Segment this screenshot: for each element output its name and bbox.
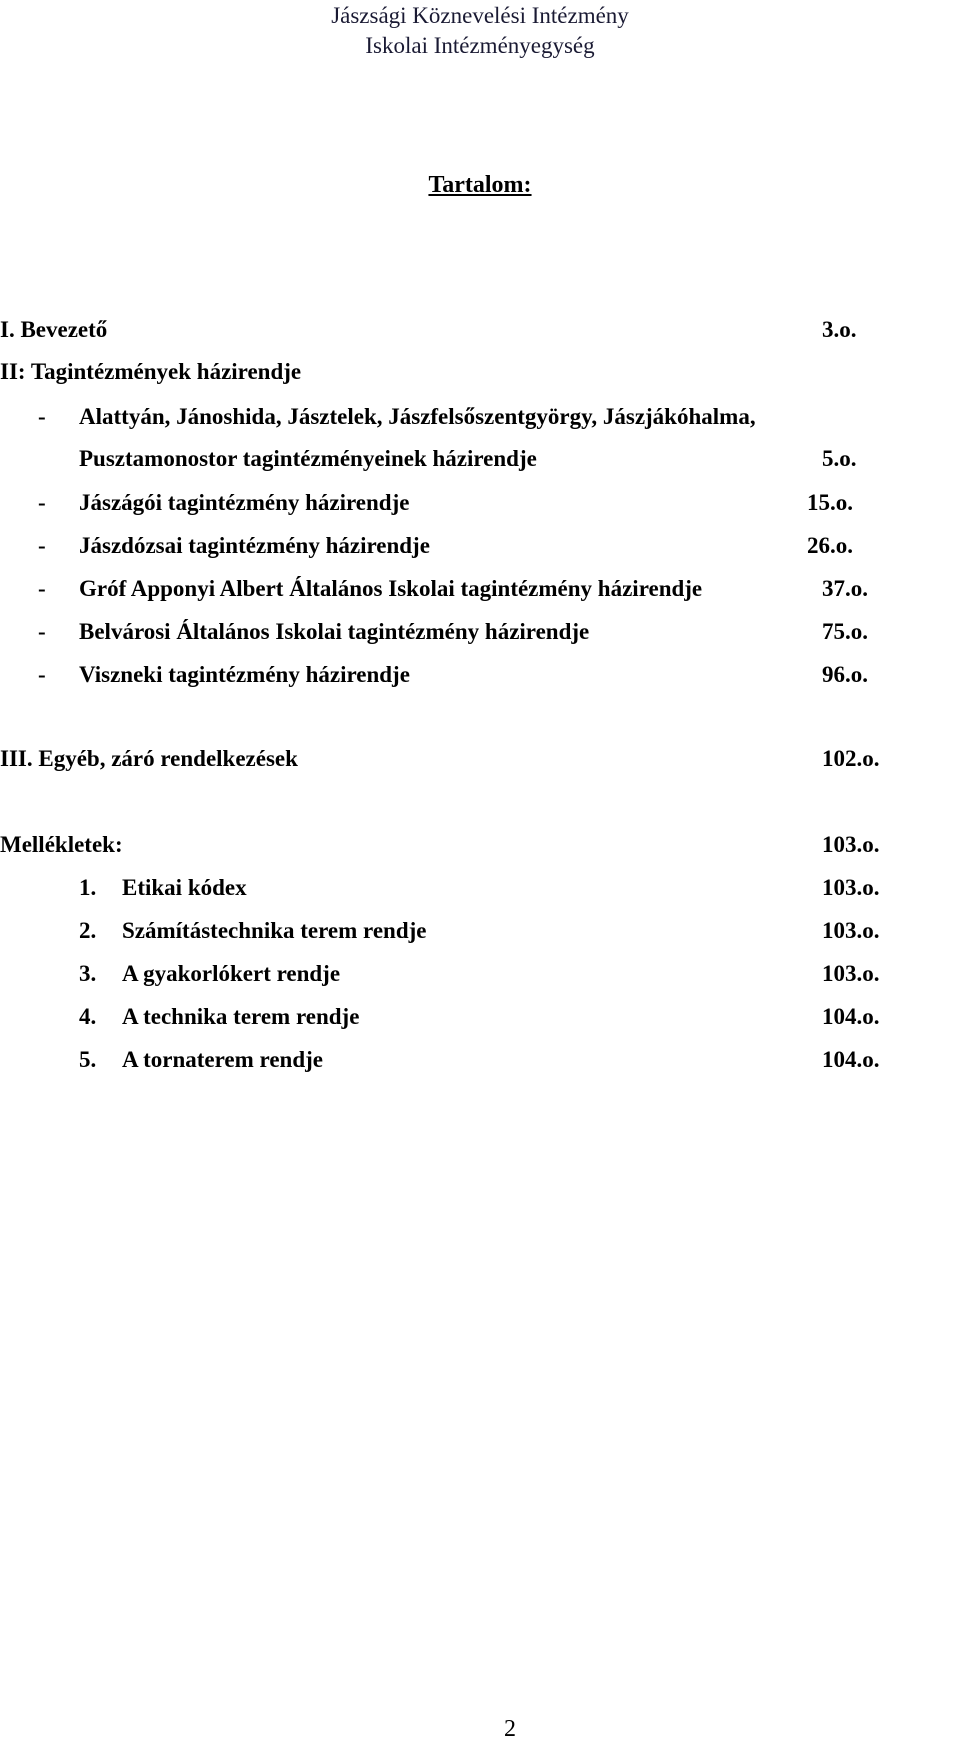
toc-dash: - [38,404,46,429]
appendix-number: 5. [79,1047,97,1072]
toc-page-section3: 102.o. [822,746,880,771]
toc-page-sub-2: 15.o. [807,490,853,515]
toc-entry-section3: III. Egyéb, záró rendelkezések [0,746,298,771]
toc-page-appendix: 103.o. [822,832,880,857]
toc-entry-sub-2: Jászágói tagintézmény házirendje [79,490,410,515]
toc-page-sub-3: 26.o. [807,533,853,558]
toc-dash: - [38,533,46,558]
institution-name: Jászsági Köznevelési Intézmény [331,3,629,28]
appendix-page-1: 103.o. [822,875,880,900]
appendix-page-3: 103.o. [822,961,880,986]
unit-name: Iskolai Intézményegység [365,33,595,58]
toc-entry-intro: I. Bevezető [0,317,108,342]
toc-page-sub-4: 37.o. [822,576,868,601]
toc-page-sub-5: 75.o. [822,619,868,644]
toc-dash: - [38,619,46,644]
appendix-item-3: A gyakorlókert rendje [122,961,341,986]
toc-entry-sub-4: Gróf Apponyi Albert Általános Iskolai tagintézmény házirendje [79,576,703,601]
appendix-item-1: Etikai kódex [122,875,247,900]
toc-page-sub-1: 5.o. [822,446,857,471]
appendix-item-5: A tornaterem rendje [122,1047,323,1072]
toc-dash: - [38,576,46,601]
toc-page-sub-6: 96.o. [822,662,868,687]
toc-entry-sub-3: Jászdózsai tagintézmény házirendje [79,533,430,558]
toc-dash: - [38,662,46,687]
appendix-number: 1. [79,875,97,900]
toc-entry-sub-5: Belvárosi Általános Iskolai tagintézmény házirendje [79,619,590,644]
appendix-item-4: A technika terem rendje [122,1004,360,1029]
toc-entry-appendix: Mellékletek: [0,832,123,857]
appendix-page-2: 103.o. [822,918,880,943]
toc-entry-sub-1-cont: Pusztamonostor tagintézményeinek házirendje [79,446,537,471]
appendix-number: 3. [79,961,97,986]
appendix-number: 4. [79,1004,97,1029]
appendix-item-2: Számítástechnika terem rendje [122,918,427,943]
toc-entry-sub-6: Viszneki tagintézmény házirendje [79,662,410,687]
appendix-number: 2. [79,918,97,943]
toc-title: Tartalom: [428,172,532,198]
toc-page-intro: 3.o. [822,317,857,342]
toc-entry-sub-1: Alattyán, Jánoshida, Jásztelek, Jászfelsőszentgyörgy, Jászjákóhalma, [79,404,756,429]
appendix-page-5: 104.o. [822,1047,880,1072]
appendix-page-4: 104.o. [822,1004,880,1029]
page-number: 2 [504,1716,516,1742]
toc-entry-section2: II: Tagintézmények házirendje [0,359,302,384]
toc-dash: - [38,490,46,515]
